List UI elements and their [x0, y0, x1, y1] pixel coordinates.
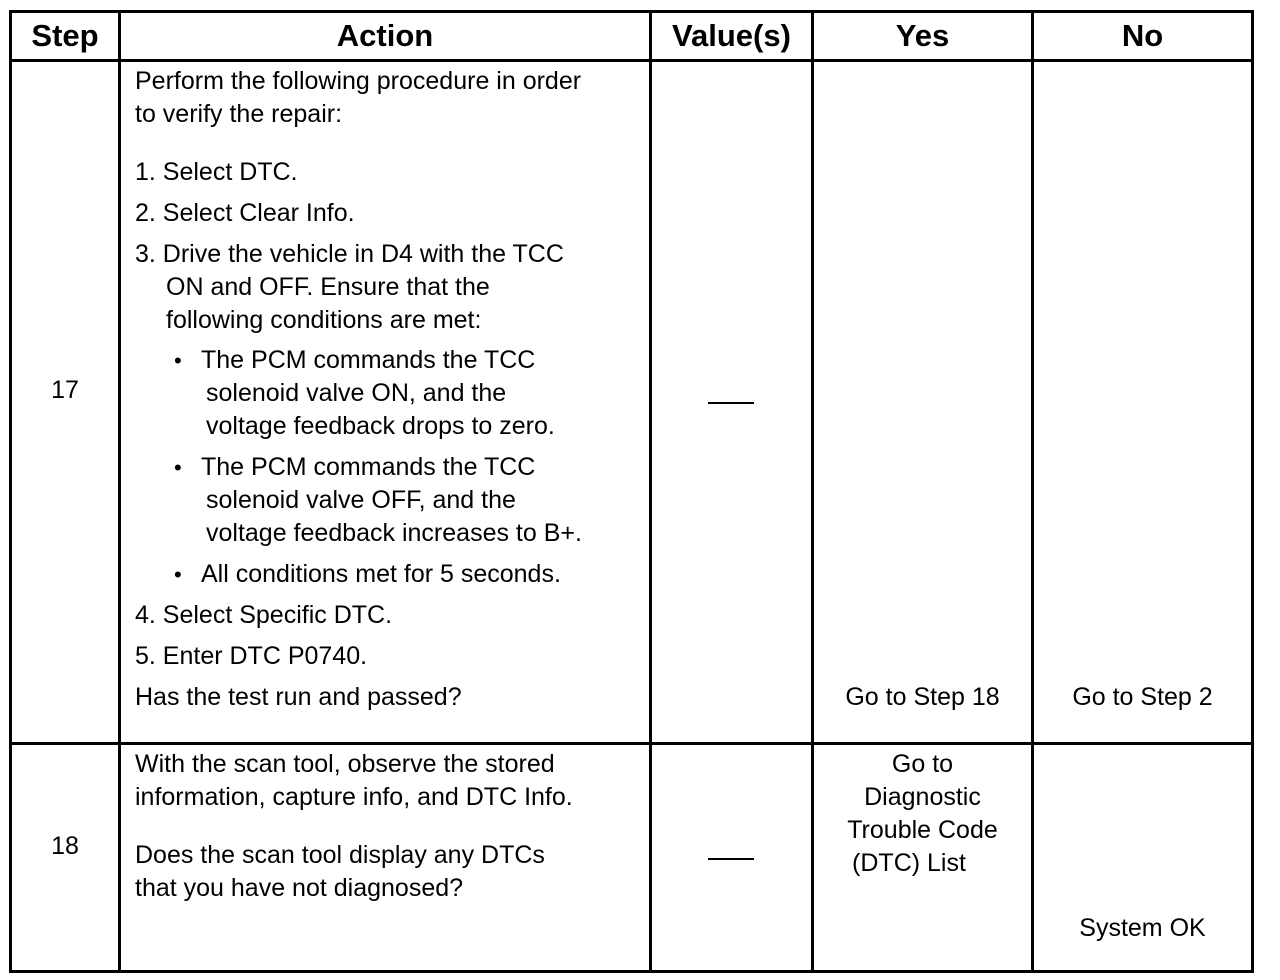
list-item: 5. Enter DTC P0740.: [135, 642, 368, 670]
table-border-right: [1251, 10, 1254, 973]
action-question: that you have not diagnosed?: [135, 874, 464, 902]
yes-result: Go to: [891, 750, 954, 778]
bullet-glyph: •: [174, 348, 182, 373]
action-line: With the scan tool, observe the stored: [135, 750, 555, 778]
bullet-item: The PCM commands the TCC: [201, 346, 536, 374]
list-item: 1. Select DTC.: [135, 158, 298, 186]
bullet-item-continuation: solenoid valve ON, and the: [206, 379, 507, 407]
table-border-bottom: [9, 970, 1254, 973]
action-question: Has the test run and passed?: [135, 683, 462, 711]
column-divider-yes: [1031, 10, 1034, 973]
yes-result: Go to Step 18: [845, 683, 1000, 711]
step-number: 17: [51, 376, 79, 404]
yes-result: Diagnostic: [864, 783, 981, 811]
header-divider: [9, 59, 1254, 62]
row-divider: [9, 742, 1254, 745]
value-dash-text: [708, 384, 709, 385]
no-result: Go to Step 2: [1072, 683, 1213, 711]
list-item-continuation: ON and OFF. Ensure that the: [166, 273, 490, 301]
action-intro-line: to verify the repair:: [135, 100, 343, 128]
list-item: 4. Select Specific DTC.: [135, 601, 393, 629]
step-number: 18: [51, 832, 79, 860]
action-intro-line: Perform the following procedure in order: [135, 67, 582, 95]
column-divider-step: [118, 10, 121, 973]
bullet-glyph: •: [174, 455, 182, 480]
list-item-continuation: following conditions are met:: [166, 306, 482, 334]
header-yes: Yes: [895, 18, 950, 53]
yes-result: (DTC) List: [852, 849, 966, 877]
header-values: Value(s): [672, 18, 791, 53]
value-dash: [708, 858, 754, 860]
action-line: information, capture info, and DTC Info.: [135, 783, 573, 811]
bullet-item: All conditions met for 5 seconds.: [201, 560, 561, 588]
bullet-item-continuation: voltage feedback increases to B+.: [206, 519, 582, 547]
header-step: Step: [31, 18, 99, 53]
yes-result: Trouble Code: [847, 816, 998, 844]
action-question: Does the scan tool display any DTCs: [135, 841, 545, 869]
header-no: No: [1121, 18, 1164, 53]
value-dash-text: [708, 840, 709, 841]
bullet-item: The PCM commands the TCC: [201, 453, 536, 481]
value-dash: [708, 402, 754, 404]
table-border-top: [9, 10, 1254, 13]
bullet-item-continuation: solenoid valve OFF, and the: [206, 486, 516, 514]
no-result: System OK: [1079, 914, 1206, 942]
list-item: 3. Drive the vehicle in D4 with the TCC: [135, 240, 564, 268]
header-action: Action: [336, 18, 434, 53]
bullet-item-continuation: voltage feedback drops to zero.: [206, 412, 555, 440]
list-item: 2. Select Clear Info.: [135, 199, 355, 227]
bullet-glyph: •: [174, 562, 182, 587]
column-divider-action: [649, 10, 652, 973]
table-border-left: [9, 10, 12, 973]
